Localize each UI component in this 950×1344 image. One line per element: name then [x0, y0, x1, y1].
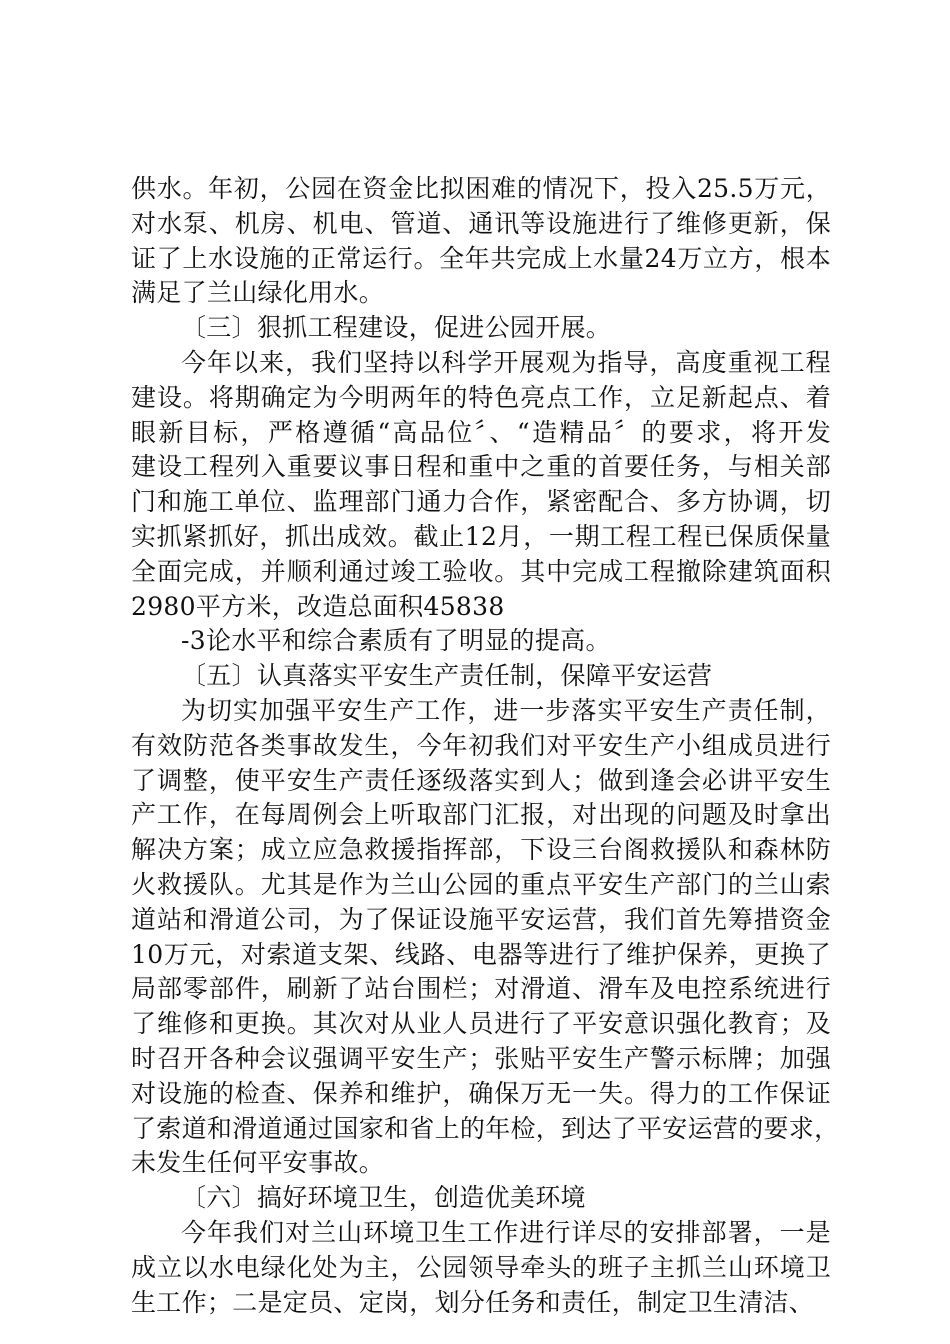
text-line: 成立以水电绿化处为主，公园领导牵头的班子主抓兰山环境卫: [131, 1252, 831, 1282]
text-line: 门和施工单位、监理部门通力合作，紧密配合、多方协调，切: [131, 487, 831, 517]
text-line: 产工作，在每周例会上听取部门汇报，对出现的问题及时拿出: [131, 800, 831, 830]
text-line: 对水泵、机房、机电、管道、通讯等设施进行了维修更新，保: [131, 208, 831, 238]
text-line: 满足了兰山绿化用水。: [131, 278, 385, 308]
text-line: 道站和滑道公司，为了保证设施平安运营，我们首先筹措资金: [131, 904, 831, 934]
text-line: 全面完成，并顺利通过竣工验收。其中完成工程撤除建筑面积: [131, 556, 831, 586]
text-line: 有效防范各类事故发生，今年初我们对平安生产小组成员进行: [131, 730, 831, 760]
text-line: 今年以来，我们坚持以科学开展观为指导，高度重视工程: [181, 347, 831, 377]
text-line: 10万元，对索道支架、线路、电器等进行了维护保养，更换了: [131, 939, 831, 969]
text-line: 为切实加强平安生产工作，进一步落实平安生产责任制，: [181, 695, 831, 725]
text-line: -3论水平和综合素质有了明显的提高。: [181, 626, 611, 656]
text-line: 时召开各种会议强调平安生产；张贴平安生产警示标牌；加强: [131, 1043, 831, 1073]
text-line: 了调整，使平安生产责任逐级落实到人；做到逢会必讲平安生: [131, 765, 831, 795]
text-line: 对设施的检查、保养和维护，确保万无一失。得力的工作保证: [131, 1078, 831, 1108]
text-line: 眼新目标，严格遵循“高品位〞、“造精品〞的要求，将开发: [131, 417, 831, 447]
text-line: 生工作；二是定员、定岗，划分任务和责任，制定卫生清洁、: [131, 1287, 815, 1317]
text-line: 建设。将期确定为今明两年的特色亮点工作，立足新起点、着: [131, 382, 831, 412]
text-line: 解决方案；成立应急救援指挥部，下设三台阁救援队和森林防: [131, 835, 831, 865]
text-line: 实抓紧抓好，抓出成效。截止12月，一期工程工程已保质保量: [131, 521, 831, 551]
text-line: 了维修和更换。其次对从业人员进行了平安意识强化教育；及: [131, 1009, 831, 1039]
text-line: 未发生任何平安事故。: [131, 1148, 385, 1178]
text-line: 了索道和滑道通过国家和省上的年检，到达了平安运营的要求，: [131, 1113, 840, 1143]
text-line: 〔六〕搞好环境卫生，创造优美环境: [181, 1183, 586, 1213]
text-line: 证了上水设施的正常运行。全年共完成上水量24万立方，根本: [131, 243, 831, 273]
text-line: 供水。年初，公园在资金比拟困难的情况下，投入25.5万元，: [131, 174, 831, 203]
text-line: 局部零部件，刷新了站台围栏；对滑道、滑车及电控系统进行: [131, 974, 831, 1004]
text-line: 建设工程列入重要议事日程和重中之重的首要任务，与相关部: [131, 452, 831, 482]
document-page: [131, 172, 840, 1320]
text-line: 2980平方米，改造总面积45838: [131, 591, 505, 621]
text-line: 〔三〕狠抓工程建设，促进公园开展。: [181, 313, 612, 343]
text-line: 〔五〕认真落实平安生产责任制，保障平安运营: [181, 661, 713, 691]
text-line: 火救援队。尤其是作为兰山公园的重点平安生产部门的兰山索: [131, 869, 831, 899]
text-line: 今年我们对兰山环境卫生工作进行详尽的安排部署，一是: [181, 1217, 831, 1247]
